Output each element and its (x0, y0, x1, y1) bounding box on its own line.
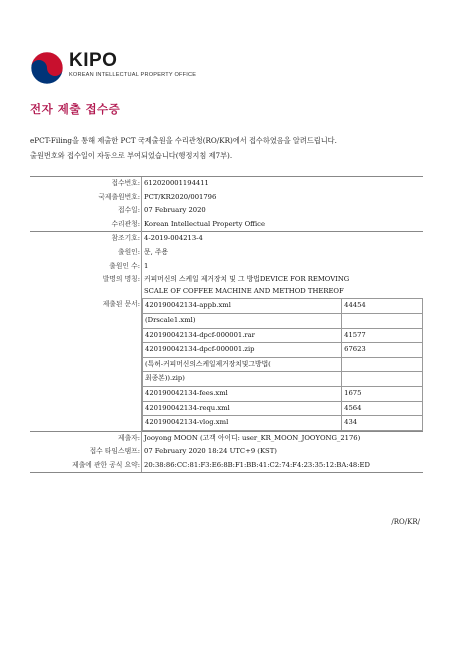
invention-title-label: 발명의 명칭: (102, 275, 140, 284)
file-name: 420190042134-vlog.xml (143, 416, 342, 431)
intro-line-2: 출원번호와 접수일이 자동으로 부여되었습니다(행정지침 제7부). (30, 151, 233, 160)
receipt-date-value: 07 February 2020 (142, 204, 424, 218)
file-size: 44454 (342, 299, 423, 314)
file-row (143, 343, 423, 358)
file-size: 1675 (342, 386, 423, 401)
file-name: 420190042134-dpcf-000001.zip (143, 343, 342, 358)
submission-number-value: 612020001194411 (142, 177, 424, 191)
taegeuk-emblem-icon (30, 51, 64, 85)
files-table (142, 298, 423, 430)
documents-label: 제출된 문서: (102, 300, 140, 309)
intro-line-1: ePCT-Filing을 통해 제출한 PCT 국제출원을 수리관청(RO/KR)에서 접수하였음을 알려드립니다. (30, 136, 337, 145)
row-applicant-count (30, 260, 423, 274)
file-row (143, 357, 423, 372)
logo-subtitle: KOREAN INTELLECTUAL PROPERTY OFFICE (69, 72, 197, 78)
file-row (143, 299, 423, 314)
row-receiving-office (30, 218, 423, 232)
row-invention-title (30, 273, 423, 298)
timestamp-value: 07 February 2020 18:24 UTC+9 (KST) (142, 445, 424, 459)
file-name: 420190042134-requ.xml (143, 401, 342, 416)
submitter-value: Jooyong MOON (고객 아이디: user_KR_MOON_JOOYONG_2176) (142, 431, 424, 445)
applicant-label: 출원인: (118, 247, 140, 256)
row-submission-number (30, 177, 423, 191)
row-reference (30, 232, 423, 246)
file-size (342, 313, 423, 328)
row-digest (30, 459, 423, 473)
submission-number-label: 접수번호: (30, 177, 142, 191)
document-title: 전자 제출 접수증 (30, 102, 121, 116)
file-row (143, 328, 423, 343)
file-row (143, 372, 423, 387)
application-number-value: PCT/KR2020/001796 (142, 191, 424, 205)
file-size: 434 (342, 416, 423, 431)
receipt-date-label: 접수일: (118, 206, 140, 215)
reference-label: 참조기호: (30, 232, 142, 246)
applicant-value: 문, 주용 (142, 246, 424, 260)
submitter-label: 제출자: (30, 431, 142, 445)
digest-label: 제출에 관한 공식 요약: (30, 459, 142, 473)
footer-reference: /RO/KR/ (391, 518, 420, 526)
digest-value: 20:38:86:CC:81:F3:E6:8B:F1:BB:41:C2:74:F4:23:35:12:BA:48:ED (142, 459, 424, 473)
file-size: 41577 (342, 328, 423, 343)
file-size: 67623 (342, 343, 423, 358)
timestamp-label: 접수 타임스탬프: (89, 447, 140, 456)
file-row (143, 386, 423, 401)
row-documents (30, 298, 423, 431)
file-name: (Drscale1.xml) (143, 313, 342, 328)
application-number-label: 국제출원번호: (98, 192, 140, 201)
file-name: 420190042134-appb.xml (143, 299, 342, 314)
kipo-logo (30, 50, 210, 86)
file-size: 4564 (342, 401, 423, 416)
file-name: 최종본)).zip) (143, 372, 342, 387)
applicant-count-label: 출원인 수: (109, 261, 140, 270)
receiving-office-label: 수리관청: (111, 219, 140, 228)
file-name: 420190042134-fees.xml (143, 386, 342, 401)
receipt-info-table (30, 176, 423, 473)
file-row (143, 401, 423, 416)
file-name: (특허-커피머신의스케일제거장치및그방법( (143, 357, 342, 372)
row-submitter (30, 431, 423, 445)
intro-text (30, 133, 430, 163)
documents-value (142, 298, 424, 431)
row-receipt-date (30, 204, 423, 218)
invention-title-value (142, 273, 424, 298)
applicant-count-value: 1 (142, 260, 424, 274)
row-applicant (30, 246, 423, 260)
receiving-office-value: Korean Intellectual Property Office (142, 218, 424, 232)
file-size (342, 372, 423, 387)
logo-brand: KIPO (69, 50, 118, 71)
file-row (143, 416, 423, 431)
row-timestamp (30, 445, 423, 459)
invention-title-line-2: SCALE OF COFFEE MACHINE AND METHOD THEREOF (144, 286, 344, 295)
row-application-number (30, 191, 423, 205)
reference-value: 4-2019-004213-4 (142, 232, 424, 246)
invention-title-line-1: 커피머신의 스케일 제거장치 및 그 방법DEVICE FOR REMOVING (144, 275, 350, 284)
file-name: 420190042134-dpcf-000001.rar (143, 328, 342, 343)
file-size (342, 357, 423, 372)
file-row (143, 313, 423, 328)
